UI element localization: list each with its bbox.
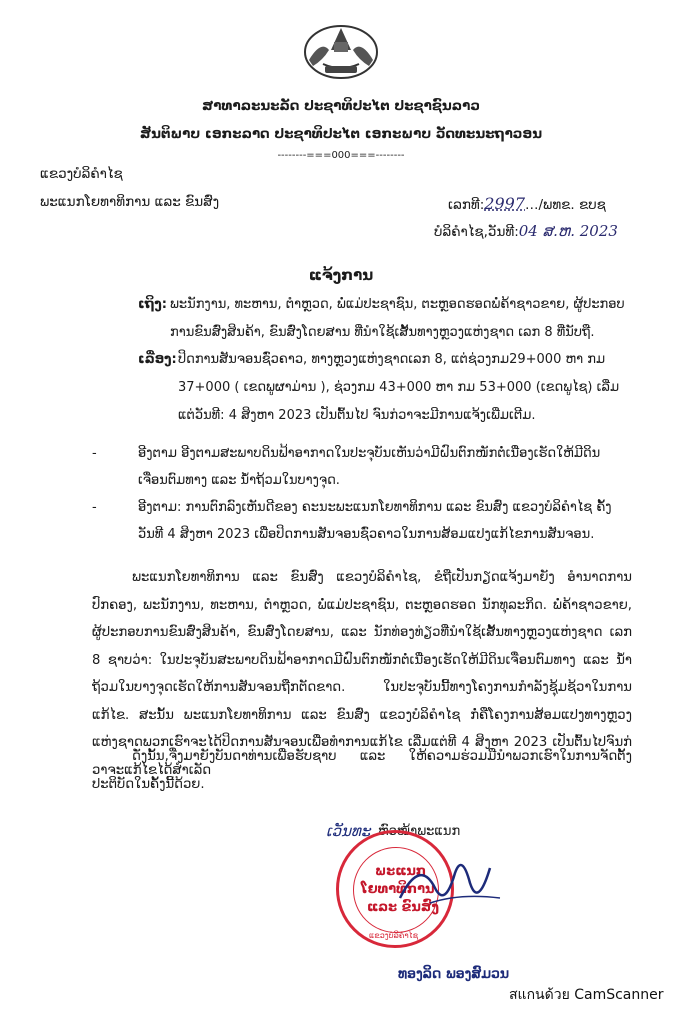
ref-number-suffix: …/ພທຂ. ຂບຊ (525, 197, 606, 213)
to-line-2: ການຂົນສົ່ງສິນຄ້າ, ຂົນສົ່ງໂດຍສານ ທີ່ນໍາໃຊ້ເສັ້ນທາງຫຼວງແຫ່ງຊາດ ເລກ 8 ທີ່ນັບຖື. (170, 325, 595, 340)
ref-number-label: ເລກທີ: (448, 197, 485, 213)
document-title: ແຈ້ງການ (308, 266, 374, 284)
ref-number-value: 2997 (484, 194, 525, 213)
bullet-item: ອີງຕາມ ອີງຕາມສະພາບດິນຟ້າອາກາດໃນປະຈຸບັນເຫັນວ່າມີຝົນຕົກໜັກຕໍ່ເນື່ອງເຮັດໃຫ້ມີດິນເຈື່ອນຕົມທາງ ແລະ ນໍ້າຖ້ວມໃນບາງຈຸດ. (138, 446, 601, 488)
signatory-name: ທອງລິດ ພອງສົມວນ (398, 966, 510, 982)
stamp-line: ແລະ ຂົນສົ່ງ (367, 900, 440, 915)
issuer-office: ແຂວງບໍລິຄໍາໄຊ (40, 166, 123, 182)
lao-state-emblem-icon (301, 20, 381, 80)
stamp-line: ພະແນກ (375, 864, 427, 879)
subject-line-3: ແຕ່ວັນທີ: 4 ສິງຫາ 2023 ເປັນຕົ້ນໄປ ຈົນກ່ວາຈະມີການແຈ້ງເພີ່ມເຕີມ. (178, 408, 536, 423)
stamp-line: ໂຍທາທິການ (361, 882, 435, 897)
handwritten-signature-icon (390, 848, 510, 918)
ref-date (434, 222, 618, 240)
ref-number (448, 194, 606, 213)
national-motto: ສັນຕິພາບ ເອກະລາດ ປະຊາທິປະໄຕ ເອກະພາບ ວັດທະນະຖາວອນ (139, 126, 543, 142)
bullet-marker: - (92, 500, 97, 515)
subject-label: ເລື່ອງ: (138, 352, 177, 367)
ref-date-value: 04 ສ.ຫ. 2023 (518, 222, 618, 240)
issuer-department: ພະແນກໂຍທາທິການ ແລະ ຂົນສົ່ງ (40, 194, 220, 210)
header-divider: --------===000===-------- (277, 150, 405, 161)
body-paragraph: ພະແນກໂຍທາທິການ ແລະ ຂົນສົ່ງ ແຂວງບໍລິຄໍາໄຊ, ຂໍຖືເປັນກຽດແຈ້ງມາຍັງ ອໍານາດການປົກຄອງ, ພະນັກງານ, ທະຫານ, ຕໍາຫຼວດ, ພໍ່ແມ່ປະຊາຊົນ, ຕະຫຼອດຮອດ ນັກທຸລະກິດ. ພໍ່ຄ້າຊາວຂາຍ, ຜູ້ປະກອບການຂົນສົ່ງສິນຄ້າ, ຂົນສົ່ງໂດຍສານ, ແລະ ນັກທ່ອງທ່ຽວທີ່ນໍາໃຊ້ເສັ້ນທາງຫຼວງແຫ່ງຊາດ ເລກ 8 ຊາບວ່າ: ໃນປະຈຸບັນສະພາບດິນຟ້າອາກາດມີຝົນຕົກໜັກຕໍ່ເນື່ອງເຮັດໃຫ້ມີດິນເຈື່ອນຕົມທາງ ແລະ ນໍ້າຖ້ວມໃນບາງຈຸດເຮັດໃຫ້ການສັນຈອນຖືກຕັດຂາດ. ໃນປະຈຸບັນນີ້ທາງໂຄງການກໍາລັງຊຸ້ມຊ້ວາໃນການແກ້ໄຂ. ສະນັ້ນ ພະແນກໂຍທາທິການ ແລະ ຂົນສົ່ງ ແຂວງບໍລິຄໍາໄຊ ກໍ່ຄືໂຄງການສ້ອມແປງທາງຫຼວງແຫ່ງຊາດພວກເຮົາຈະໄດ້ປິດການສັນຈອນເພື່ອທໍາການແກ້ໄຂ ເລີ່ມແຕ່ທີ 4 ສິງຫາ 2023 ເປັນຕົ້ນໄປຈົນກ່ວາຈະແກ້ໄຂໄດ້ສໍາເລັດ (92, 570, 632, 778)
ref-date-label: ບໍລິຄໍາໄຊ,ວັນທີ: (434, 224, 519, 240)
stamp-ring-text: ແຂວງບໍລິຄໍາໄຊ (369, 931, 419, 940)
bullet-item: ອີງຕາມ: ການຕົກລົງເຫັນດີຂອງ ຄະນະພະແນກໂຍທາທິການ ແລະ ຂົນສົ່ງ ແຂວງບໍລິຄໍາໄຊ ຄັ້ງວັນທີ 4 ສິງຫາ 2023 ເພື່ອປິດການສັນຈອນຊົ່ວຄາວໃນການສ້ອມແປງແກ້ໄຂການສັນຈອນ. (138, 500, 612, 542)
bullet-marker: - (92, 446, 97, 461)
subject-line-1: ປິດການສັນຈອນຊົ່ວຄາວ, ທາງຫຼວງແຫ່ງຊາດເລກ 8, ແຕ່ຊ່ວງກມ29+000 ຫາ ກມ (178, 352, 606, 367)
closing-paragraph: ດັ່ງນັ້ນ,ຈື່ງມາຍັງບັນດາທ່ານເພື່ອຮັບຊາບ ແລະ ໃຫ້ຄວາມຮ່ວມມືນໍາພວກເຮົາໃນການຈັດຕັ້ງປະຕິບັດໃນຄັ້ງນີ້ດ້ວຍ. (92, 749, 632, 792)
subject-line-2: 37+000 ( ເຂດພູຜາມ່ານ ), ຊ່ວງກມ 43+000 ຫາ ກມ 53+000 (ເຂດພູໄຊ) ເລີ່ມ (178, 380, 620, 395)
to-label: ເຖິງ: (138, 297, 168, 312)
signature-prefix: ເວັນທະ (326, 822, 371, 840)
signatory-role: ຫົວໜ້າພະແນກ (378, 824, 461, 839)
country-name: ສາທາລະນະລັດ ປະຊາທິປະໄຕ ປະຊາຊົນລາວ (202, 98, 480, 114)
camscanner-watermark: สแกนด้วย CamScanner (509, 987, 664, 1003)
to-line-1: ພະນັກງານ, ທະຫານ, ຕໍາຫຼວດ, ພໍ່ແມ່ປະຊາຊົນ, ຕະຫຼອດຮອດພໍ່ຄ້າຊາວຂາຍ, ຜູ້ປະກອບ (170, 297, 625, 312)
